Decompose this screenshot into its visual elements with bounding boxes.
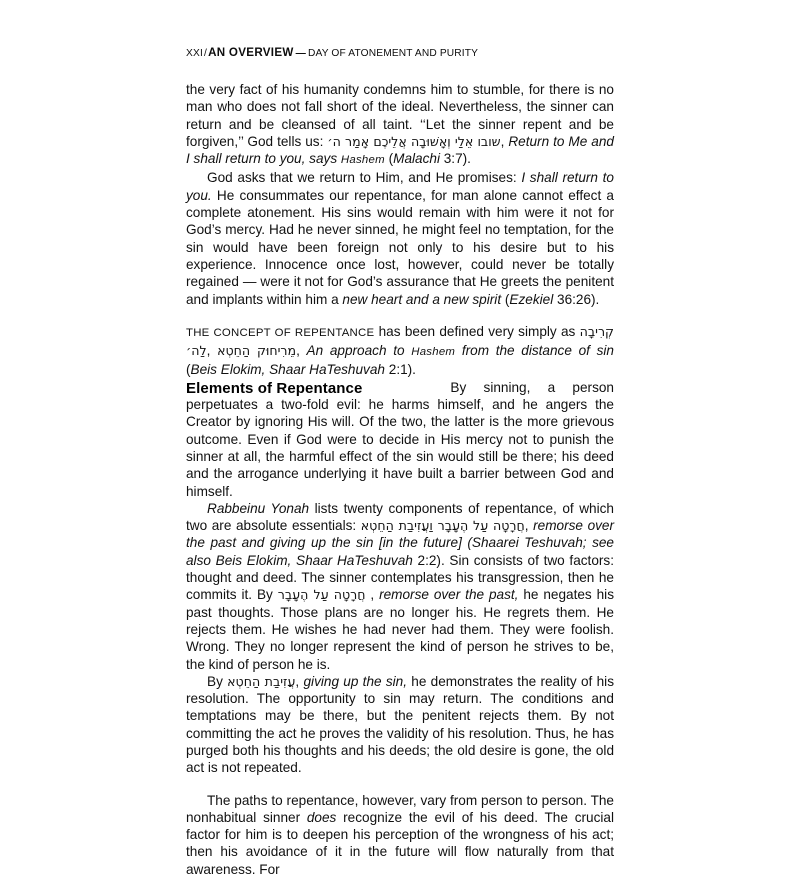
p2-italic-promise: I shall return to you. <box>186 170 614 203</box>
p4-italic-remorse: remorse over the past, <box>379 587 519 603</box>
elements-heading-row <box>186 379 614 500</box>
p1-seg1: the very fact of his humanity condemns him to stumble, for there is no man who does not fall short of the ideal. Nevertheless, the sinner can return and be cleansed of all taint. ‘‘Let the sinner repent and be forgiven,’’ God tells us: <box>186 82 614 149</box>
page-content <box>186 46 614 878</box>
running-head-subtitle: DAY OF ATONEMENT AND PURITY <box>308 48 479 59</box>
concept-smallcaps-hashem: Hashem <box>411 346 456 359</box>
concept-smallcaps-lead: THE CONCEPT OF REPENTANCE <box>186 326 375 339</box>
p1-italic-translation: Return to Me and I shall return to you, says <box>186 133 614 167</box>
p6-seg1: The paths to repentance, however, vary from person to person. The nonhabitual sinner <box>186 792 614 825</box>
paragraph-5 <box>186 673 614 777</box>
p4-hebrew-essentials: חֲרָטָה עַל הֶעָבָר וַעֲזִיבַת הַחֵטְא <box>360 518 525 534</box>
concept-hebrew-2: מֵרִיחוּק הַחֵטְא <box>217 343 297 359</box>
paragraph-2 <box>186 169 614 307</box>
running-head <box>186 46 614 61</box>
p2-seg3: ( <box>501 291 510 307</box>
p5-hebrew-azivas-hachet: עֲזִיבַת הַחֵטְא <box>227 673 296 689</box>
running-head-dash: — <box>295 48 306 59</box>
folio-number: XXI <box>186 48 204 59</box>
p5-seg2: , <box>295 673 304 689</box>
p4-seg5: he negates his past thoughts. Those plans are no longer his. He regrets them. He rejects them. He wishes he had never had them. They were foolish. Wrong. They no longer represent the kind of person he strives to be, the kind of person he is. <box>186 587 614 672</box>
repentance-section <box>186 323 614 500</box>
concept-citation-book: Beis Elokim, Shaar HaTeshuvah <box>190 362 385 378</box>
p1-seg3: ( <box>384 151 394 167</box>
p2-seg2: He consummates our repentance, for man alone cannot effect a complete atonement. His sins would remain with him were it not for God’s mercy. Had he never sinned, he might feel no temptation, for the sin would have been foreign not only to his desire but to his experience. Innocence once lost, however, could never be totally regained — were it not for God’s assurance that He greets the penitent and implants within him a <box>186 187 614 307</box>
p5-italic-givingup: giving up the sin, <box>303 673 407 689</box>
p1-seg2: , <box>500 133 509 149</box>
p4-seg1: lists twenty components of repentance, of which two are absolute essentials: <box>186 500 614 534</box>
paragraph-3: By sinning, a person perpetuates a two-fold evil: he harms himself, and he angers the Creator by ignoring His will. Of the two, the latter is the more grievous outcome. Even if God were to decide in His mercy not to punish the sinner at all, the harmful effect of the sin would still be there; his deed and the arrogance underlying it have built a barrier between God and himself. <box>186 379 614 499</box>
body-text <box>186 81 614 878</box>
p2-seg1: God asks that we return to Him, and He promises: <box>207 170 522 186</box>
concept-seg1: has been defined very simply as <box>374 323 580 339</box>
concept-paragraph <box>186 323 614 379</box>
concept-italic-1: An approach to <box>306 343 412 359</box>
section-heading-elements-of-repentance: Elements of Repentance <box>186 379 363 397</box>
concept-seg3: , <box>296 343 307 359</box>
p4-seg4: , <box>365 587 380 603</box>
p6-seg2: recognize the evil of his deed. The crucial factor for him is to deepen his perception of the wrongness of his act; then his avoidance of it in the future will flow naturally from that awareness. For <box>186 809 614 877</box>
running-head-separator: / <box>204 48 208 59</box>
paragraph-4 <box>186 500 614 673</box>
p4-seg3: 2:2). Sin consists of two factors: thought and deed. The sinner contemplates his transgression, then he commits it. By <box>186 552 614 603</box>
p2-italic-newheart: new heart and a new spirit <box>342 291 502 307</box>
p1-citation-book: Malachi <box>393 151 440 167</box>
p1-seg4: 3:7). <box>439 151 471 167</box>
paragraph-1 <box>186 81 614 169</box>
p5-seg3: he demonstrates the reality of his resolution. The opportunity to sin may return. The conditions and temptations may be there, but the penitent rejects them. By not committing the act he proves the validity of his resolution. Thus, he has purged both his thoughts and his deeds; the old desire is gone, the old act is not repeated. <box>186 673 614 776</box>
running-head-title: AN OVERVIEW <box>208 46 294 59</box>
p4-italic-rabbeinu-yonah: Rabbeinu Yonah <box>207 500 310 516</box>
p4-seg2: , <box>524 518 534 534</box>
p2-citation-book: Ezekiel <box>509 291 554 307</box>
p6-italic-does: does <box>306 809 337 825</box>
p1-smallcaps-hashem: Hashem <box>340 154 385 167</box>
paragraph-6 <box>186 792 614 878</box>
p4-italic-translation-citation: remorse over the past and giving up the sin [in the future] (Shaarei Teshuvah; see also Beis Elokim, Shaar HaTeshuvah <box>186 518 615 568</box>
concept-italic-2: from the distance of sin <box>455 343 614 359</box>
concept-seg5: 2:1). <box>384 362 416 378</box>
p1-hebrew-quote: שובו אֵלַי וְאָשׁוּבָה אֲלֵיכֶם אָמַר ה׳ <box>327 133 501 149</box>
concept-seg4: ( <box>186 362 191 378</box>
p5-seg1: By <box>207 673 228 689</box>
p4-hebrew-charatah: חֲרָטָה עַל הֶעָבָר <box>277 587 366 603</box>
concept-hebrew-1: קְרִיבָה לַה׳ <box>186 323 614 359</box>
p2-seg4: 36:26). <box>553 291 600 307</box>
concept-seg2: , <box>206 343 218 359</box>
